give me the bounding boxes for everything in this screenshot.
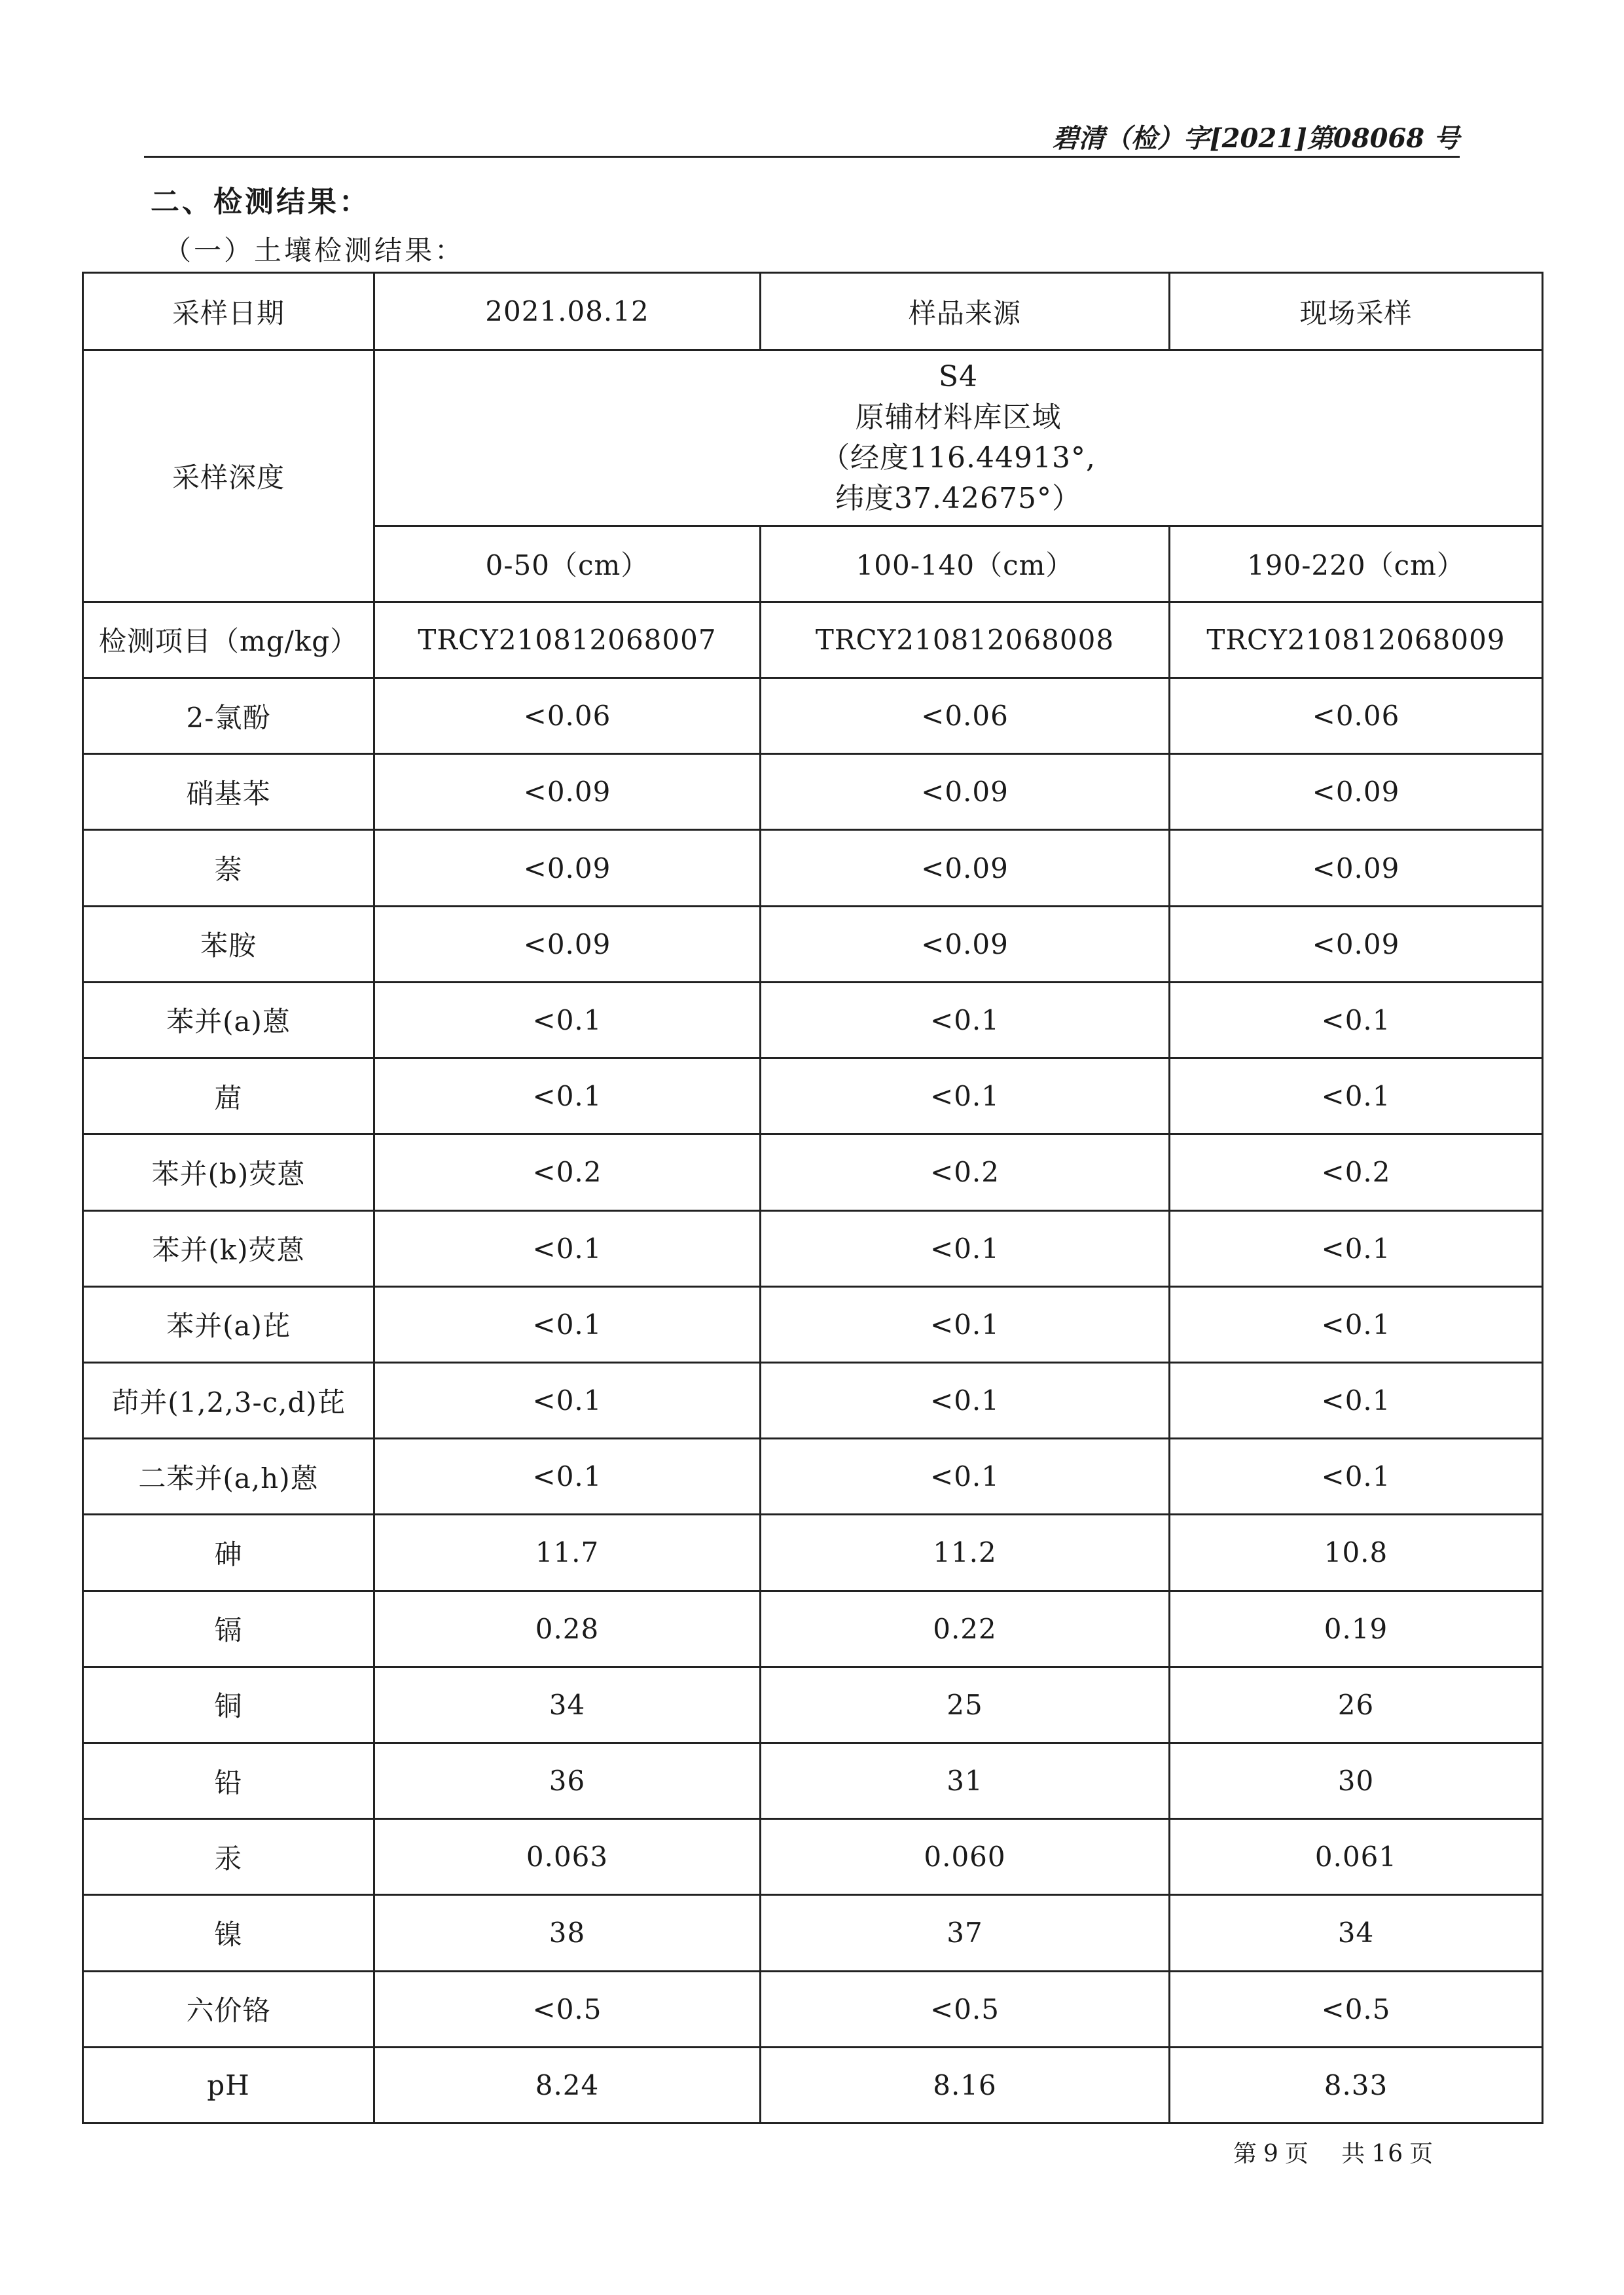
result-value: 8.33 xyxy=(1170,2047,1543,2123)
result-value: 36 xyxy=(374,1743,761,1818)
test-item-name: pH xyxy=(83,2047,374,2123)
result-value: 0.22 xyxy=(761,1591,1170,1667)
table-row xyxy=(83,1971,1543,2047)
sampling-date-label: 采样日期 xyxy=(83,273,374,350)
result-value: <0.06 xyxy=(374,678,761,754)
result-value: <0.09 xyxy=(1170,754,1543,830)
location-longitude: （经度116.44913°, xyxy=(821,441,1096,475)
table-row-location xyxy=(83,350,1543,526)
table-row xyxy=(83,906,1543,982)
soil-results-table xyxy=(82,272,1543,2124)
test-item-name: 萘 xyxy=(83,830,374,906)
test-item-name: 苯并(b)荧蒽 xyxy=(83,1134,374,1210)
result-value: <0.1 xyxy=(1170,1286,1543,1362)
result-value: <0.1 xyxy=(761,1439,1170,1515)
test-item-name: 2-氯酚 xyxy=(83,678,374,754)
result-value: 34 xyxy=(374,1667,761,1743)
sample-id: TRCY210812068009 xyxy=(1170,602,1543,678)
test-item-name: 二苯并(a,h)蒽 xyxy=(83,1439,374,1515)
section-title: 二、检测结果： xyxy=(151,185,370,219)
result-value: <0.5 xyxy=(761,1971,1170,2047)
table-row xyxy=(83,1591,1543,1667)
result-value: <0.06 xyxy=(761,678,1170,754)
result-value: 0.060 xyxy=(761,1819,1170,1895)
page-footer xyxy=(1231,2135,1437,2169)
result-value: <0.1 xyxy=(1170,1058,1543,1134)
sample-id: TRCY210812068008 xyxy=(761,602,1170,678)
result-value: 30 xyxy=(1170,1743,1543,1818)
table-row xyxy=(83,1286,1543,1362)
result-value: 0.061 xyxy=(1170,1819,1543,1895)
result-value: <0.5 xyxy=(374,1971,761,2047)
test-item-name: 镉 xyxy=(83,1591,374,1667)
sub-title: （一）土壤检测结果： xyxy=(164,234,465,266)
result-value: <0.06 xyxy=(1170,678,1543,754)
sample-source-label: 样品来源 xyxy=(761,273,1170,350)
result-value: <0.2 xyxy=(1170,1134,1543,1210)
table-row xyxy=(83,1743,1543,1818)
result-value: <0.1 xyxy=(374,1362,761,1438)
location-latitude: 纬度37.42675°） xyxy=(835,481,1081,515)
total-pages: 16 xyxy=(1371,2141,1405,2167)
table-row-sampling-date xyxy=(83,273,1543,350)
header-rule xyxy=(144,156,1460,158)
test-item-name: 苯并(k)荧蒽 xyxy=(83,1210,374,1286)
result-value: <0.1 xyxy=(761,982,1170,1058)
result-value: 10.8 xyxy=(1170,1515,1543,1591)
item-label: 检测项目（mg/kg） xyxy=(83,602,374,678)
table-row xyxy=(83,1058,1543,1134)
test-item-name: 铜 xyxy=(83,1667,374,1743)
result-value: <0.09 xyxy=(761,906,1170,982)
result-value: <0.09 xyxy=(761,754,1170,830)
result-value: <0.1 xyxy=(374,1058,761,1134)
test-item-name: 六价铬 xyxy=(83,1971,374,2047)
table-row xyxy=(83,754,1543,830)
table-row xyxy=(83,2047,1543,2123)
result-value: <0.1 xyxy=(761,1286,1170,1362)
result-value: 34 xyxy=(1170,1895,1543,1971)
result-value: <0.1 xyxy=(1170,1439,1543,1515)
result-value: <0.09 xyxy=(1170,906,1543,982)
page-number: 9 xyxy=(1263,2141,1280,2167)
test-item-name: 茚并(1,2,3-c,d)芘 xyxy=(83,1362,374,1438)
page-suffix: 页 xyxy=(1284,2141,1310,2167)
table-row xyxy=(83,1210,1543,1286)
table-row xyxy=(83,1134,1543,1210)
test-item-name: 铅 xyxy=(83,1743,374,1818)
total-prefix: 共 xyxy=(1341,2141,1367,2167)
table-row xyxy=(83,830,1543,906)
test-item-name: 苯胺 xyxy=(83,906,374,982)
table-row xyxy=(83,1515,1543,1591)
location-area: 原辅材料库区域 xyxy=(855,400,1062,434)
sampling-location xyxy=(374,350,1543,526)
depth-cell: 190-220（cm） xyxy=(1170,526,1543,602)
result-value: <0.1 xyxy=(374,982,761,1058)
sampling-date-value: 2021.08.12 xyxy=(374,273,761,350)
test-item-name: 镍 xyxy=(83,1895,374,1971)
result-value: <0.09 xyxy=(374,830,761,906)
result-value: 31 xyxy=(761,1743,1170,1818)
result-value: <0.1 xyxy=(374,1210,761,1286)
result-value: <0.09 xyxy=(374,906,761,982)
table-row xyxy=(83,1667,1543,1743)
result-value: <0.09 xyxy=(374,754,761,830)
depth-cell: 0-50（cm） xyxy=(374,526,761,602)
result-value: <0.1 xyxy=(374,1286,761,1362)
result-value: <0.1 xyxy=(374,1439,761,1515)
result-value: 26 xyxy=(1170,1667,1543,1743)
result-value: <0.1 xyxy=(1170,1210,1543,1286)
result-value: 0.063 xyxy=(374,1819,761,1895)
result-value: 25 xyxy=(761,1667,1170,1743)
table-row xyxy=(83,1895,1543,1971)
result-value: 0.28 xyxy=(374,1591,761,1667)
result-value: <0.2 xyxy=(374,1134,761,1210)
result-value: <0.1 xyxy=(1170,982,1543,1058)
test-item-name: 硝基苯 xyxy=(83,754,374,830)
result-value: <0.1 xyxy=(761,1058,1170,1134)
table-row xyxy=(83,1819,1543,1895)
result-value: 37 xyxy=(761,1895,1170,1971)
page-prefix: 第 xyxy=(1233,2141,1259,2167)
location-point: S4 xyxy=(938,359,979,393)
result-value: <0.09 xyxy=(761,830,1170,906)
test-item-name: 砷 xyxy=(83,1515,374,1591)
result-value: 8.16 xyxy=(761,2047,1170,2123)
table-row xyxy=(83,982,1543,1058)
test-item-name: 汞 xyxy=(83,1819,374,1895)
result-value: 11.2 xyxy=(761,1515,1170,1591)
result-value: 11.7 xyxy=(374,1515,761,1591)
document-number: 碧清（检）字[2021]第08068 号 xyxy=(1052,123,1460,154)
table-row xyxy=(83,678,1543,754)
test-item-name: 苯并(a)蒽 xyxy=(83,982,374,1058)
result-value: 0.19 xyxy=(1170,1591,1543,1667)
sampling-depth-label: 采样深度 xyxy=(83,350,374,602)
total-suffix: 页 xyxy=(1409,2141,1435,2167)
result-value: <0.09 xyxy=(1170,830,1543,906)
table-row xyxy=(83,1362,1543,1438)
result-value: <0.1 xyxy=(761,1362,1170,1438)
table-row xyxy=(83,1439,1543,1515)
test-item-name: 苯并(a)芘 xyxy=(83,1286,374,1362)
result-value: 8.24 xyxy=(374,2047,761,2123)
result-value: 38 xyxy=(374,1895,761,1971)
table-row-sample-ids xyxy=(83,602,1543,678)
result-value: <0.1 xyxy=(761,1210,1170,1286)
result-value: <0.1 xyxy=(1170,1362,1543,1438)
test-item-name: 䓛 xyxy=(83,1058,374,1134)
result-value: <0.5 xyxy=(1170,1971,1543,2047)
depth-cell: 100-140（cm） xyxy=(761,526,1170,602)
result-value: <0.2 xyxy=(761,1134,1170,1210)
sample-id: TRCY210812068007 xyxy=(374,602,761,678)
sample-source-value: 现场采样 xyxy=(1170,273,1543,350)
